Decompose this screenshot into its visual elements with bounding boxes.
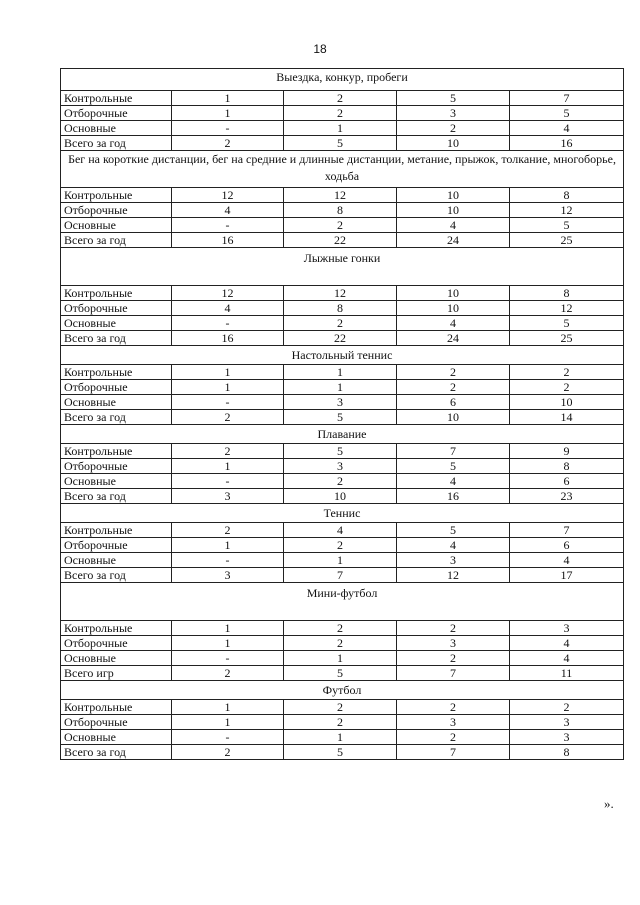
cell-value: 1 [284, 651, 397, 666]
cell-value: 12 [510, 203, 624, 218]
cell-value: 2 [284, 538, 397, 553]
cell-value: 4 [284, 523, 397, 538]
row-label: Отборочные [61, 203, 172, 218]
cell-value: 5 [397, 91, 510, 106]
row-label: Основные [61, 121, 172, 136]
row-label: Контрольные [61, 286, 172, 301]
cell-value: - [172, 730, 284, 745]
cell-value: 2 [172, 523, 284, 538]
cell-value: 4 [397, 474, 510, 489]
cell-value: 8 [510, 459, 624, 474]
cell-value: 4 [172, 301, 284, 316]
cell-value: 24 [397, 233, 510, 248]
table-row [61, 136, 624, 151]
cell-value: 9 [510, 444, 624, 459]
table-row [61, 91, 624, 106]
cell-value: 8 [284, 203, 397, 218]
cell-value: 6 [510, 474, 624, 489]
cell-value: 2 [397, 121, 510, 136]
cell-value: 5 [284, 745, 397, 760]
table-row [61, 621, 624, 636]
cell-value: 5 [284, 136, 397, 151]
table-row [61, 523, 624, 538]
table-row [61, 730, 624, 745]
cell-value: 7 [284, 568, 397, 583]
row-label: Контрольные [61, 365, 172, 380]
cell-value: 1 [172, 715, 284, 730]
cell-value: 2 [397, 365, 510, 380]
cell-value: 1 [172, 636, 284, 651]
table-row [61, 233, 624, 248]
cell-value: 7 [397, 444, 510, 459]
cell-value: 3 [172, 489, 284, 504]
cell-value: 1 [172, 91, 284, 106]
section-title: Плавание [61, 425, 624, 444]
cell-value: 2 [284, 621, 397, 636]
cell-value: 16 [172, 233, 284, 248]
cell-value: 1 [172, 106, 284, 121]
cell-value: 5 [510, 106, 624, 121]
row-label: Основные [61, 218, 172, 233]
table-row [61, 365, 624, 380]
table-row [61, 553, 624, 568]
cell-value: 2 [172, 410, 284, 425]
table-row [61, 121, 624, 136]
cell-value: 2 [172, 666, 284, 681]
cell-value: 22 [284, 233, 397, 248]
cell-value: 10 [397, 301, 510, 316]
table-row [61, 568, 624, 583]
cell-value: 12 [397, 568, 510, 583]
cell-value: 3 [397, 553, 510, 568]
cell-value: 7 [510, 523, 624, 538]
cell-value: 2 [172, 745, 284, 760]
cell-value: 5 [284, 444, 397, 459]
cell-value: 12 [172, 188, 284, 203]
cell-value: 1 [172, 621, 284, 636]
cell-value: 2 [284, 700, 397, 715]
table-row [61, 286, 624, 301]
cell-value: 3 [397, 106, 510, 121]
competitions-table-body [61, 69, 624, 760]
table-row [61, 651, 624, 666]
cell-value: 16 [397, 489, 510, 504]
cell-value: 5 [510, 316, 624, 331]
cell-value: 2 [397, 380, 510, 395]
row-label: Основные [61, 316, 172, 331]
row-label: Отборочные [61, 715, 172, 730]
table-row [61, 715, 624, 730]
cell-value: 2 [397, 700, 510, 715]
cell-value: 10 [397, 286, 510, 301]
cell-value: 2 [397, 621, 510, 636]
table-row [61, 218, 624, 233]
cell-value: 25 [510, 233, 624, 248]
cell-value: 1 [284, 553, 397, 568]
section-title: Теннис [61, 504, 624, 523]
cell-value: 2 [397, 730, 510, 745]
table-row [61, 745, 624, 760]
table-row [61, 380, 624, 395]
cell-value: - [172, 218, 284, 233]
row-label: Контрольные [61, 523, 172, 538]
cell-value: 1 [284, 380, 397, 395]
section-header-row [61, 425, 624, 444]
cell-value: - [172, 395, 284, 410]
section-title: Лыжные гонки [61, 248, 624, 286]
table-row [61, 474, 624, 489]
cell-value: 5 [397, 459, 510, 474]
cell-value: 16 [510, 136, 624, 151]
table-row [61, 203, 624, 218]
competitions-table [60, 68, 624, 760]
cell-value: 4 [510, 553, 624, 568]
cell-value: 2 [284, 91, 397, 106]
section-header-row [61, 248, 624, 286]
cell-value: 4 [510, 636, 624, 651]
cell-value: 10 [397, 188, 510, 203]
cell-value: - [172, 316, 284, 331]
cell-value: 14 [510, 410, 624, 425]
table-row [61, 459, 624, 474]
cell-value: 2 [284, 474, 397, 489]
cell-value: 5 [510, 218, 624, 233]
row-label: Отборочные [61, 459, 172, 474]
cell-value: 1 [284, 365, 397, 380]
row-label: Основные [61, 651, 172, 666]
cell-value: 10 [397, 203, 510, 218]
table-row [61, 666, 624, 681]
table-row [61, 395, 624, 410]
section-header-row [61, 583, 624, 621]
table-row [61, 636, 624, 651]
cell-value: 4 [510, 121, 624, 136]
section-header-row [61, 69, 624, 91]
cell-value: 4 [172, 203, 284, 218]
row-label: Основные [61, 730, 172, 745]
table-row [61, 301, 624, 316]
cell-value: 22 [284, 331, 397, 346]
section-title: Выездка, конкур, пробеги [61, 69, 624, 91]
cell-value: 2 [172, 136, 284, 151]
cell-value: 10 [397, 410, 510, 425]
row-label: Отборочные [61, 538, 172, 553]
cell-value: 8 [510, 745, 624, 760]
cell-value: 1 [284, 121, 397, 136]
cell-value: 6 [397, 395, 510, 410]
cell-value: 12 [284, 286, 397, 301]
table-row [61, 106, 624, 121]
table-row [61, 316, 624, 331]
cell-value: 6 [510, 538, 624, 553]
cell-value: 7 [510, 91, 624, 106]
cell-value: 5 [397, 523, 510, 538]
closing-quote: ». [604, 796, 614, 811]
section-title: Настольный теннис [61, 346, 624, 365]
cell-value: 10 [397, 136, 510, 151]
cell-value: 17 [510, 568, 624, 583]
section-header-row [61, 346, 624, 365]
section-title: Мини-футбол [61, 583, 624, 621]
cell-value: 12 [510, 301, 624, 316]
cell-value: 3 [510, 730, 624, 745]
cell-value: 24 [397, 331, 510, 346]
table-row [61, 444, 624, 459]
row-label: Контрольные [61, 621, 172, 636]
cell-value: 2 [284, 316, 397, 331]
cell-value: 4 [397, 538, 510, 553]
cell-value: 1 [172, 700, 284, 715]
row-label: Отборочные [61, 106, 172, 121]
row-label: Контрольные [61, 444, 172, 459]
cell-value: 8 [510, 286, 624, 301]
cell-value: 4 [397, 316, 510, 331]
row-label: Контрольные [61, 91, 172, 106]
table-row [61, 700, 624, 715]
cell-value: 8 [510, 188, 624, 203]
row-label: Всего за год [61, 568, 172, 583]
cell-value: 2 [284, 218, 397, 233]
row-label: Всего за год [61, 233, 172, 248]
cell-value: 16 [172, 331, 284, 346]
cell-value: 5 [284, 410, 397, 425]
cell-value: 25 [510, 331, 624, 346]
section-header-row [61, 151, 624, 188]
cell-value: 2 [510, 380, 624, 395]
row-label: Контрольные [61, 188, 172, 203]
cell-value: - [172, 651, 284, 666]
table-row [61, 188, 624, 203]
cell-value: 3 [397, 715, 510, 730]
cell-value: 3 [397, 636, 510, 651]
row-label: Отборочные [61, 301, 172, 316]
row-label: Всего за год [61, 331, 172, 346]
cell-value: 3 [510, 715, 624, 730]
cell-value: 12 [172, 286, 284, 301]
row-label: Всего за год [61, 745, 172, 760]
cell-value: 3 [284, 459, 397, 474]
cell-value: 1 [172, 365, 284, 380]
row-label: Основные [61, 395, 172, 410]
cell-value: 1 [172, 538, 284, 553]
row-label: Отборочные [61, 380, 172, 395]
section-title: Футбол [61, 681, 624, 700]
cell-value: 3 [284, 395, 397, 410]
row-label: Всего за год [61, 410, 172, 425]
cell-value: 3 [510, 621, 624, 636]
row-label: Всего за год [61, 489, 172, 504]
cell-value: 12 [284, 188, 397, 203]
cell-value: - [172, 474, 284, 489]
cell-value: 2 [397, 651, 510, 666]
row-label: Контрольные [61, 700, 172, 715]
table-row [61, 331, 624, 346]
cell-value: 7 [397, 745, 510, 760]
table-row [61, 538, 624, 553]
cell-value: 4 [510, 651, 624, 666]
cell-value: 10 [510, 395, 624, 410]
cell-value: 5 [284, 666, 397, 681]
cell-value: 1 [284, 730, 397, 745]
page-number: 18 [313, 42, 327, 56]
cell-value: 2 [172, 444, 284, 459]
cell-value: 23 [510, 489, 624, 504]
row-label: Основные [61, 553, 172, 568]
cell-value: 2 [284, 715, 397, 730]
cell-value: 2 [284, 106, 397, 121]
cell-value: 2 [284, 636, 397, 651]
cell-value: 1 [172, 380, 284, 395]
cell-value: 2 [510, 365, 624, 380]
cell-value: 2 [510, 700, 624, 715]
cell-value: 1 [172, 459, 284, 474]
section-header-row [61, 504, 624, 523]
cell-value: 10 [284, 489, 397, 504]
cell-value: 8 [284, 301, 397, 316]
cell-value: 7 [397, 666, 510, 681]
table-row [61, 410, 624, 425]
section-title: Бег на короткие дистанции, бег на средние и длинные дистанции, метание, прыжок, толкание, многоборье, ходьба [61, 151, 624, 188]
row-label: Отборочные [61, 636, 172, 651]
cell-value: - [172, 121, 284, 136]
row-label: Основные [61, 474, 172, 489]
table-row [61, 489, 624, 504]
cell-value: - [172, 553, 284, 568]
cell-value: 11 [510, 666, 624, 681]
row-label: Всего игр [61, 666, 172, 681]
row-label: Всего за год [61, 136, 172, 151]
cell-value: 4 [397, 218, 510, 233]
cell-value: 3 [172, 568, 284, 583]
section-header-row [61, 681, 624, 700]
